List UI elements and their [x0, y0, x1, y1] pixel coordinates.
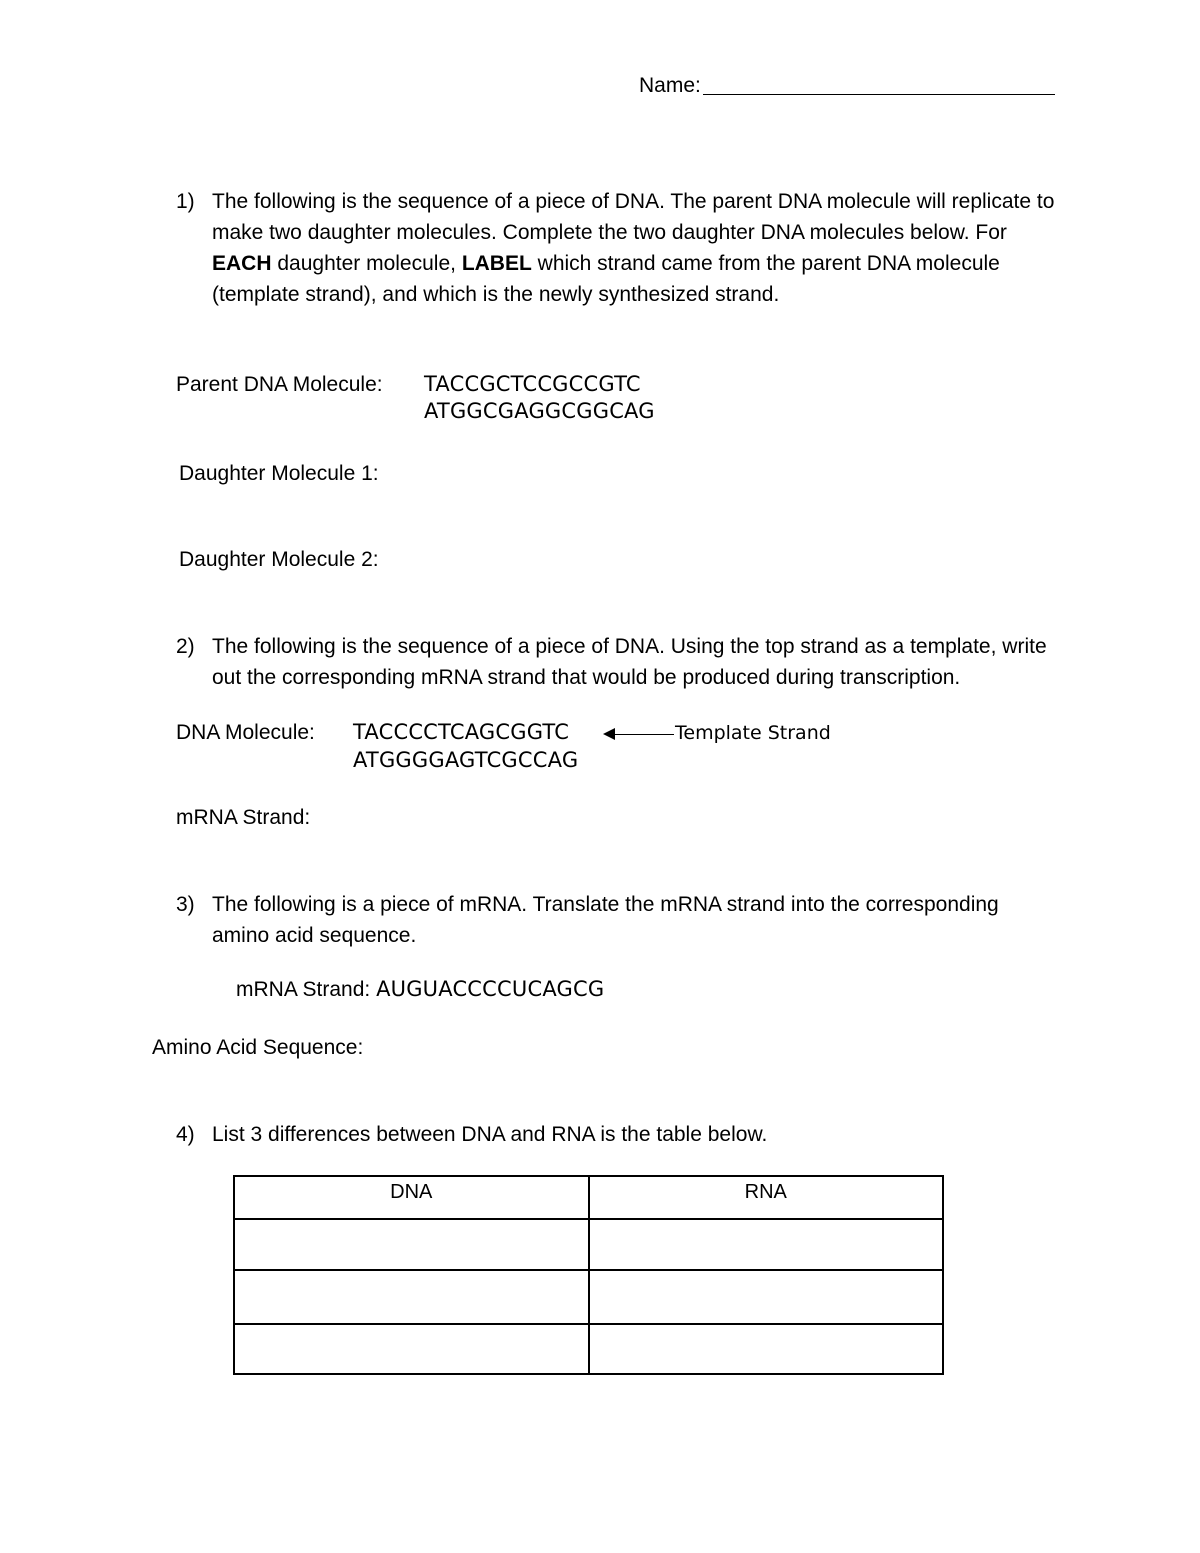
- parent-dna-label: Parent DNA Molecule:: [176, 373, 383, 396]
- name-field[interactable]: [703, 94, 1055, 95]
- dna-molecule-top-strand: TACCCCTCAGCGGTC: [353, 720, 570, 744]
- mrna-strand-q3: [236, 977, 604, 1002]
- name-label: Name:: [639, 74, 701, 97]
- question-3-number: 3): [176, 893, 195, 916]
- table-header-rna: RNA: [589, 1176, 944, 1219]
- table-header-dna: DNA: [234, 1176, 589, 1219]
- parent-dna-bottom-strand: ATGGCGAGGCGGCAG: [424, 399, 655, 423]
- parent-dna-top-strand: TACCGCTCCGCCGTC: [424, 372, 641, 396]
- dna-molecule-bottom-strand: ATGGGGAGTCGCCAG: [353, 748, 579, 772]
- dna-rna-differences-table: [233, 1175, 944, 1375]
- template-strand-label: Template Strand: [675, 722, 831, 744]
- question-1-text-part3: which strand came from the parent DNA molecule (template strand), and which is the newly synthesized strand.: [212, 252, 1000, 306]
- question-3-text: The following is a piece of mRNA. Translate the mRNA strand into the corresponding amino acid sequence.: [212, 893, 999, 947]
- question-1-text-part1: The following is the sequence of a piece of DNA. The parent DNA molecule will replicate to make two daughter molecules. Complete the two daughter DNA molecules below. For: [212, 190, 1055, 244]
- question-4-number: 4): [176, 1123, 195, 1146]
- mrna-strand-label: mRNA Strand:: [176, 806, 311, 829]
- question-1-number: 1): [176, 190, 195, 213]
- daughter-molecule-2-label: Daughter Molecule 2:: [179, 548, 379, 571]
- table-cell-rna[interactable]: [589, 1270, 944, 1324]
- table-row: [234, 1324, 943, 1374]
- arrow-line: [614, 734, 674, 735]
- mrna-strand-q3-label: mRNA Strand:: [236, 978, 371, 1001]
- dna-molecule-label: DNA Molecule:: [176, 721, 315, 744]
- table-cell-rna[interactable]: [589, 1219, 944, 1270]
- table-row: [234, 1270, 943, 1324]
- table-row: [234, 1219, 943, 1270]
- question-2-number: 2): [176, 635, 195, 658]
- question-1-text-part2: daughter molecule,: [271, 252, 462, 275]
- amino-acid-sequence-label: Amino Acid Sequence:: [152, 1036, 364, 1059]
- table-cell-dna[interactable]: [234, 1270, 589, 1324]
- question-4-text: List 3 differences between DNA and RNA is the table below.: [212, 1123, 768, 1146]
- question-2-text: The following is the sequence of a piece of DNA. Using the top strand as a template, write out the corresponding mRNA strand that would be produced during transcription.: [212, 635, 1047, 689]
- question-1-text: [212, 186, 1072, 310]
- table-cell-dna[interactable]: [234, 1219, 589, 1270]
- question-1-bold-label: LABEL: [461, 252, 532, 275]
- question-1-bold-each: EACH: [212, 252, 272, 275]
- mrna-strand-q3-sequence: AUGUACCCCUCAGCG: [376, 977, 605, 1001]
- table-cell-dna[interactable]: [234, 1324, 589, 1374]
- table-cell-rna[interactable]: [589, 1324, 944, 1374]
- daughter-molecule-1-label: Daughter Molecule 1:: [179, 462, 379, 485]
- table-header-row: [234, 1176, 943, 1219]
